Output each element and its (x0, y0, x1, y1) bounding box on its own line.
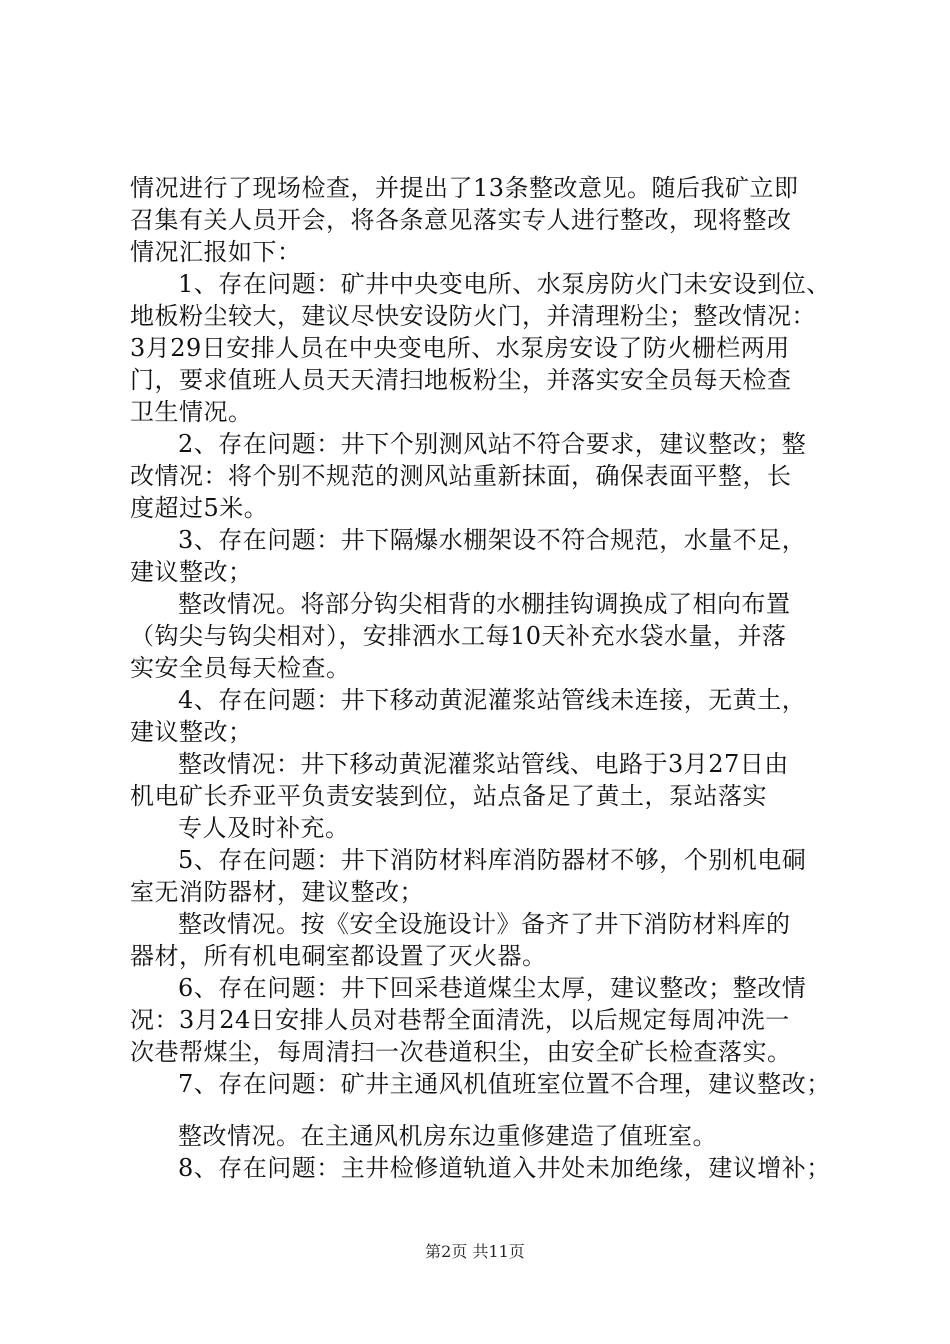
page-number-footer: 第2页 共11页 (425, 1242, 525, 1261)
body-line: 3月29日安排人员在中央变电所、水泵房安设了防火栅栏两用 (130, 334, 790, 362)
body-line: 8、存在问题：主井检修道轨道入井处未加绝缘，建议增补； (178, 1154, 831, 1182)
body-line: 卫生情况。 (130, 398, 253, 426)
body-line: 3、存在问题：井下隔爆水棚架设不符合规范，水量不足， (178, 526, 807, 554)
body-line: 建议整改； (130, 718, 253, 746)
body-line: 室无消防器材，建议整改； (130, 878, 424, 906)
body-line: 2、存在问题：井下个别测风站不符合要求，建议整改；整 (178, 430, 807, 458)
body-line: 整改情况。将部分钩尖相背的水棚挂钩调换成了相向布置 (178, 590, 791, 618)
body-line: 5、存在问题：井下消防材料库消防器材不够，个别机电硐 (178, 846, 807, 874)
body-line: 改情况：将个别不规范的测风站重新抹面，确保表面平整，长 (130, 462, 792, 490)
body-line: 6、存在问题：井下回采巷道煤尘太厚，建议整改；整改情 (178, 974, 807, 1002)
body-line: 情况进行了现场检查，并提出了13条整改意见。随后我矿立即 (130, 174, 799, 202)
body-line: 1、存在问题：矿井中央变电所、水泵房防火门未安设到位、 (178, 270, 831, 298)
body-line: 整改情况。按《安全设施设计》备齐了井下消防材料库的 (178, 910, 791, 938)
body-line: 实安全员每天检查。 (130, 654, 351, 682)
body-line: 次巷帮煤尘，每周清扫一次巷道积尘，由安全矿长检查落实。 (130, 1038, 792, 1066)
body-line: 度超过5米。 (130, 494, 269, 522)
body-line: 召集有关人员开会，将各条意见落实专人进行整改，现将整改 (130, 206, 792, 234)
body-line: 专人及时补充。 (178, 814, 350, 842)
body-line: 况：3月24日安排人员对巷帮全面清洗，以后规定每周冲洗一 (130, 1006, 790, 1034)
body-line: 门，要求值班人员天天清扫地板粉尘，并落实安全员每天检查 (130, 366, 792, 394)
body-line: 器材，所有机电硐室都设置了灭火器。 (130, 942, 547, 970)
body-line: 7、存在问题：矿井主通风机值班室位置不合理，建议整改； (178, 1070, 831, 1098)
body-line: 整改情况。在主通风机房东边重修建造了值班室。 (178, 1122, 717, 1150)
body-line: 4、存在问题：井下移动黄泥灌浆站管线未连接，无黄土， (178, 686, 807, 714)
body-line: （钩尖与钩尖相对），安排洒水工每10天补充水袋水量，并落 (130, 622, 787, 650)
body-line: 地板粉尘较大，建议尽快安设防火门，并清理粉尘；整改情况： (130, 302, 816, 330)
body-line: 整改情况：井下移动黄泥灌浆站管线、电路于3月27日由 (178, 750, 789, 778)
body-line: 情况汇报如下： (130, 238, 302, 266)
body-line: 建议整改； (130, 558, 253, 586)
body-line: 机电矿长乔亚平负责安装到位，站点备足了黄土，泵站落实 (130, 782, 767, 810)
